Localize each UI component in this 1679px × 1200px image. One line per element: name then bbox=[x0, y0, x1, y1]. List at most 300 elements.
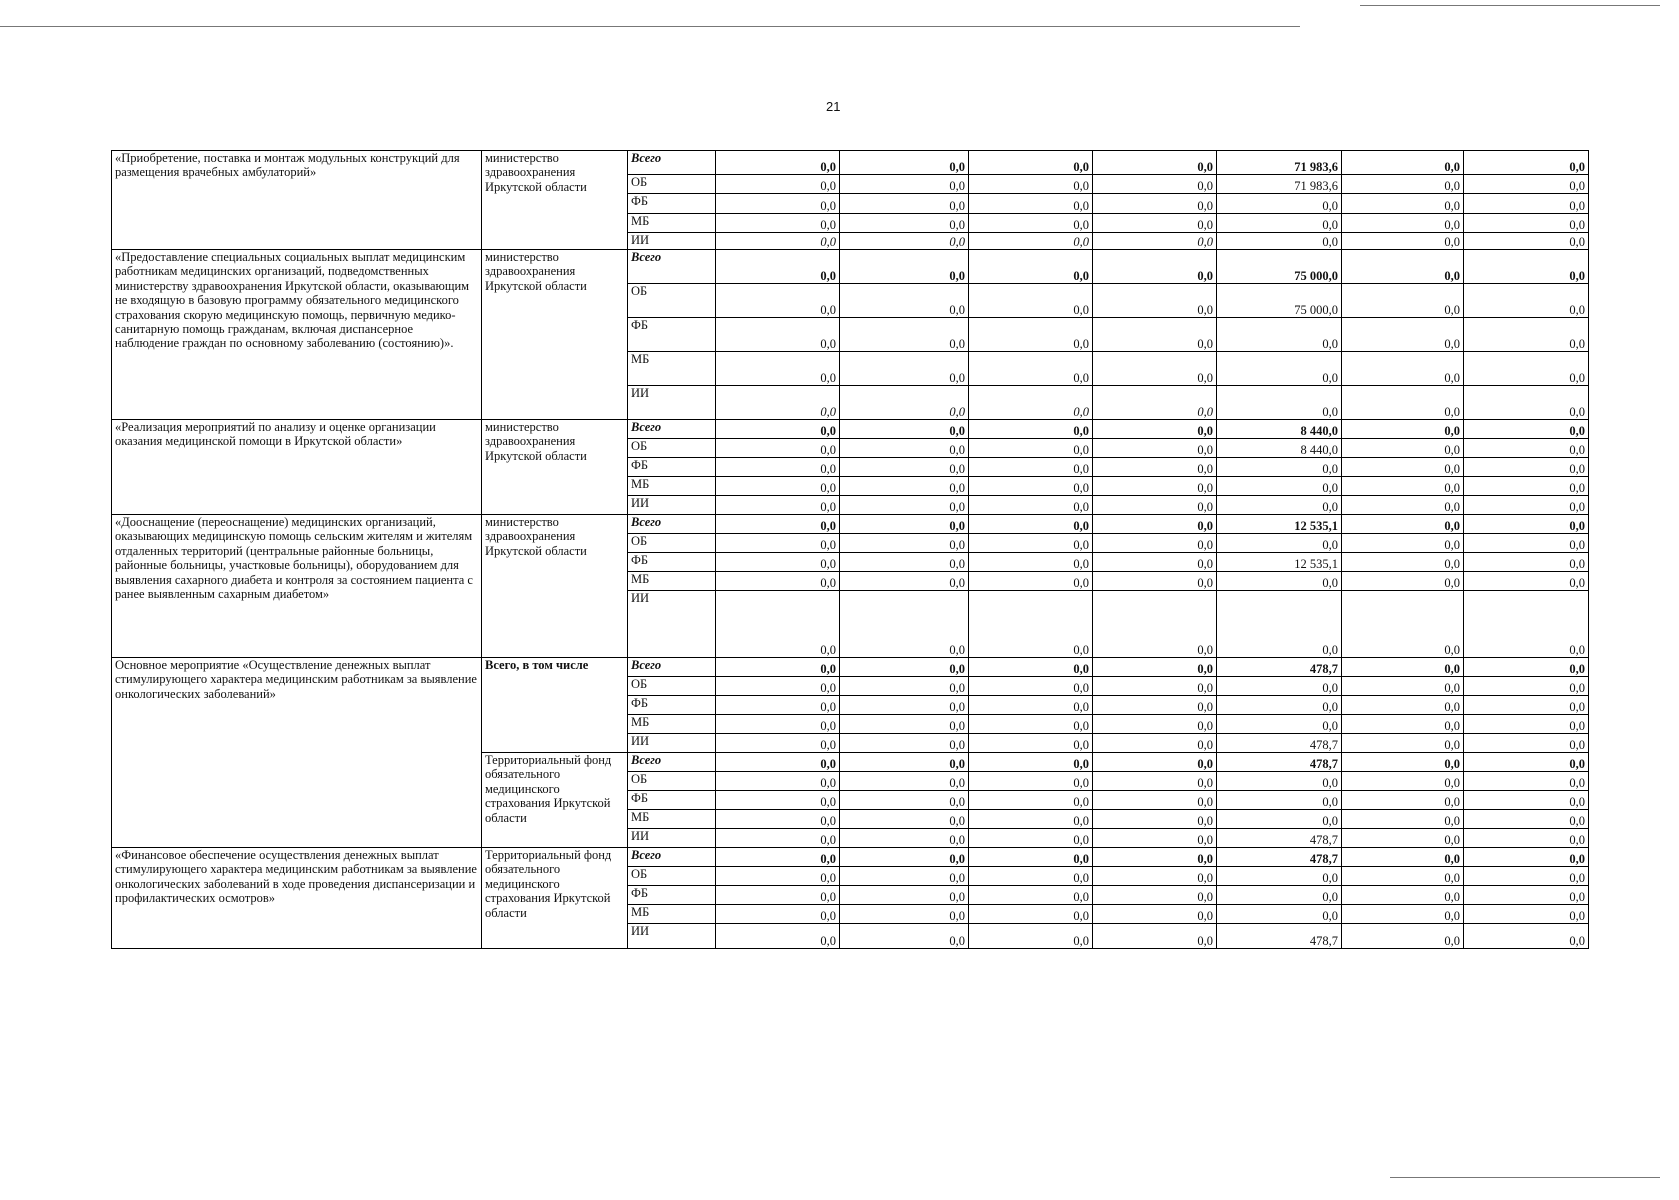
value-cell: 0,0 bbox=[1093, 284, 1217, 318]
value-cell: 0,0 bbox=[1217, 886, 1342, 905]
value-cell: 0,0 bbox=[840, 318, 969, 352]
value-cell: 0,0 bbox=[1464, 848, 1589, 867]
executor-name: Территориальный фонд обязательного медицинского страхования Иркутской области bbox=[482, 848, 628, 949]
value-cell: 0,0 bbox=[1093, 658, 1217, 677]
value-cell: 71 983,6 bbox=[1217, 151, 1342, 175]
value-cell: 0,0 bbox=[840, 194, 969, 214]
value-cell: 478,7 bbox=[1217, 734, 1342, 753]
executor-name: министерство здравоохранения Иркутской области bbox=[482, 420, 628, 515]
funding-source: МБ bbox=[628, 810, 716, 829]
value-cell: 0,0 bbox=[840, 905, 969, 924]
funding-source: МБ bbox=[628, 352, 716, 386]
value-cell: 0,0 bbox=[969, 658, 1093, 677]
value-cell: 0,0 bbox=[1342, 194, 1464, 214]
value-cell: 0,0 bbox=[969, 734, 1093, 753]
value-cell: 0,0 bbox=[716, 318, 840, 352]
funding-source: ОБ bbox=[628, 175, 716, 194]
value-cell: 12 535,1 bbox=[1217, 553, 1342, 572]
value-cell: 0,0 bbox=[1342, 924, 1464, 949]
value-cell: 0,0 bbox=[969, 515, 1093, 534]
funding-source: Всего bbox=[628, 658, 716, 677]
funding-source: МБ bbox=[628, 214, 716, 233]
scan-edge-line bbox=[1360, 5, 1660, 6]
value-cell: 0,0 bbox=[1342, 715, 1464, 734]
value-cell: 0,0 bbox=[1342, 553, 1464, 572]
value-cell: 0,0 bbox=[1464, 791, 1589, 810]
value-cell: 0,0 bbox=[840, 553, 969, 572]
value-cell: 0,0 bbox=[969, 924, 1093, 949]
value-cell: 0,0 bbox=[1342, 791, 1464, 810]
value-cell: 0,0 bbox=[1217, 194, 1342, 214]
value-cell: 0,0 bbox=[1464, 696, 1589, 715]
value-cell: 0,0 bbox=[1093, 772, 1217, 791]
funding-source: Всего bbox=[628, 151, 716, 175]
value-cell: 0,0 bbox=[1342, 214, 1464, 233]
funding-source: ОБ bbox=[628, 867, 716, 886]
value-cell: 0,0 bbox=[716, 420, 840, 439]
table-row bbox=[112, 515, 1589, 534]
value-cell: 0,0 bbox=[1464, 477, 1589, 496]
value-cell: 0,0 bbox=[840, 439, 969, 458]
value-cell: 0,0 bbox=[1093, 250, 1217, 284]
funding-source: ОБ bbox=[628, 677, 716, 696]
value-cell: 0,0 bbox=[969, 753, 1093, 772]
value-cell: 0,0 bbox=[840, 753, 969, 772]
value-cell: 0,0 bbox=[1342, 905, 1464, 924]
value-cell: 0,0 bbox=[1342, 591, 1464, 658]
value-cell: 0,0 bbox=[716, 715, 840, 734]
value-cell: 0,0 bbox=[1464, 284, 1589, 318]
value-cell: 0,0 bbox=[1464, 233, 1589, 250]
funding-source: ФБ bbox=[628, 553, 716, 572]
funding-source: ОБ bbox=[628, 534, 716, 553]
table-row bbox=[112, 250, 1589, 284]
value-cell: 0,0 bbox=[716, 352, 840, 386]
value-cell: 0,0 bbox=[1093, 352, 1217, 386]
funding-source: ОБ bbox=[628, 772, 716, 791]
value-cell: 0,0 bbox=[716, 458, 840, 477]
value-cell: 0,0 bbox=[716, 905, 840, 924]
value-cell: 0,0 bbox=[1342, 810, 1464, 829]
value-cell: 0,0 bbox=[840, 534, 969, 553]
funding-source: Всего bbox=[628, 515, 716, 534]
funding-source: ОБ bbox=[628, 284, 716, 318]
value-cell: 0,0 bbox=[1464, 867, 1589, 886]
value-cell: 0,0 bbox=[840, 458, 969, 477]
value-cell: 0,0 bbox=[1093, 386, 1217, 420]
value-cell: 0,0 bbox=[840, 867, 969, 886]
value-cell: 0,0 bbox=[840, 886, 969, 905]
value-cell: 0,0 bbox=[969, 284, 1093, 318]
value-cell: 0,0 bbox=[1093, 715, 1217, 734]
value-cell: 0,0 bbox=[969, 439, 1093, 458]
value-cell: 0,0 bbox=[840, 924, 969, 949]
value-cell: 0,0 bbox=[1217, 352, 1342, 386]
value-cell: 0,0 bbox=[840, 233, 969, 250]
value-cell: 0,0 bbox=[969, 496, 1093, 515]
value-cell: 0,0 bbox=[1464, 677, 1589, 696]
value-cell: 0,0 bbox=[969, 553, 1093, 572]
value-cell: 0,0 bbox=[716, 214, 840, 233]
activity-description: «Предоставление специальных социальных выплат медицинским работникам медицинских организаций, подведомственных министерству здравоохранения Иркутской области, оказывающим не входящую в базовую программу обязательного медицинского страхования скорую медицинскую помощь, первичную медико-санитарную помощь гражданам, включая диспансерное наблюдение граждан по основному заболеванию (состоянию)». bbox=[112, 250, 482, 420]
value-cell: 0,0 bbox=[1093, 753, 1217, 772]
value-cell: 0,0 bbox=[1217, 715, 1342, 734]
value-cell: 0,0 bbox=[1464, 829, 1589, 848]
value-cell: 0,0 bbox=[1464, 250, 1589, 284]
value-cell: 0,0 bbox=[969, 318, 1093, 352]
value-cell: 0,0 bbox=[840, 284, 969, 318]
value-cell: 0,0 bbox=[969, 175, 1093, 194]
value-cell: 0,0 bbox=[716, 534, 840, 553]
value-cell: 0,0 bbox=[1342, 734, 1464, 753]
funding-source: МБ bbox=[628, 572, 716, 591]
funding-source: ИИ bbox=[628, 924, 716, 949]
value-cell: 0,0 bbox=[840, 352, 969, 386]
value-cell: 0,0 bbox=[969, 214, 1093, 233]
activity-description: «Приобретение, поставка и монтаж модульных конструкций для размещения врачебных амбулаторий» bbox=[112, 151, 482, 250]
funding-source: ИИ bbox=[628, 233, 716, 250]
value-cell: 0,0 bbox=[1217, 572, 1342, 591]
value-cell: 0,0 bbox=[716, 677, 840, 696]
value-cell: 0,0 bbox=[716, 810, 840, 829]
value-cell: 0,0 bbox=[1093, 810, 1217, 829]
value-cell: 0,0 bbox=[1093, 734, 1217, 753]
value-cell: 0,0 bbox=[1342, 352, 1464, 386]
value-cell: 0,0 bbox=[1217, 677, 1342, 696]
value-cell: 75 000,0 bbox=[1217, 284, 1342, 318]
value-cell: 0,0 bbox=[1342, 458, 1464, 477]
value-cell: 0,0 bbox=[969, 715, 1093, 734]
value-cell: 0,0 bbox=[1342, 829, 1464, 848]
value-cell: 0,0 bbox=[716, 924, 840, 949]
value-cell: 0,0 bbox=[1217, 810, 1342, 829]
value-cell: 0,0 bbox=[1464, 534, 1589, 553]
value-cell: 0,0 bbox=[716, 791, 840, 810]
value-cell: 0,0 bbox=[1093, 214, 1217, 233]
value-cell: 0,0 bbox=[969, 572, 1093, 591]
value-cell: 0,0 bbox=[1217, 233, 1342, 250]
value-cell: 0,0 bbox=[716, 696, 840, 715]
value-cell: 8 440,0 bbox=[1217, 439, 1342, 458]
value-cell: 0,0 bbox=[840, 810, 969, 829]
funding-source: ИИ bbox=[628, 386, 716, 420]
value-cell: 0,0 bbox=[716, 591, 840, 658]
value-cell: 0,0 bbox=[1217, 905, 1342, 924]
value-cell: 0,0 bbox=[716, 734, 840, 753]
value-cell: 478,7 bbox=[1217, 753, 1342, 772]
value-cell: 0,0 bbox=[969, 791, 1093, 810]
value-cell: 0,0 bbox=[1217, 477, 1342, 496]
value-cell: 0,0 bbox=[716, 572, 840, 591]
value-cell: 0,0 bbox=[969, 534, 1093, 553]
value-cell: 0,0 bbox=[716, 829, 840, 848]
value-cell: 0,0 bbox=[1093, 591, 1217, 658]
value-cell: 0,0 bbox=[1217, 791, 1342, 810]
value-cell: 0,0 bbox=[1217, 458, 1342, 477]
value-cell: 0,0 bbox=[840, 791, 969, 810]
value-cell: 0,0 bbox=[1464, 420, 1589, 439]
value-cell: 0,0 bbox=[1464, 886, 1589, 905]
value-cell: 0,0 bbox=[969, 477, 1093, 496]
value-cell: 0,0 bbox=[1342, 848, 1464, 867]
value-cell: 0,0 bbox=[716, 496, 840, 515]
value-cell: 0,0 bbox=[1093, 905, 1217, 924]
value-cell: 0,0 bbox=[1093, 458, 1217, 477]
executor-name: министерство здравоохранения Иркутской области bbox=[482, 151, 628, 250]
funding-source: ИИ bbox=[628, 591, 716, 658]
funding-source: ОБ bbox=[628, 439, 716, 458]
value-cell: 0,0 bbox=[1342, 753, 1464, 772]
value-cell: 0,0 bbox=[969, 772, 1093, 791]
value-cell: 0,0 bbox=[840, 734, 969, 753]
value-cell: 0,0 bbox=[1342, 534, 1464, 553]
value-cell: 0,0 bbox=[1342, 318, 1464, 352]
value-cell: 0,0 bbox=[1342, 496, 1464, 515]
value-cell: 0,0 bbox=[1093, 318, 1217, 352]
table-row bbox=[112, 151, 1589, 175]
value-cell: 0,0 bbox=[1342, 772, 1464, 791]
value-cell: 0,0 bbox=[969, 233, 1093, 250]
value-cell: 0,0 bbox=[1464, 553, 1589, 572]
funding-source: ФБ bbox=[628, 791, 716, 810]
value-cell: 0,0 bbox=[969, 905, 1093, 924]
value-cell: 0,0 bbox=[1342, 250, 1464, 284]
value-cell: 0,0 bbox=[969, 810, 1093, 829]
value-cell: 0,0 bbox=[969, 867, 1093, 886]
table-row bbox=[112, 658, 1589, 677]
value-cell: 0,0 bbox=[840, 477, 969, 496]
value-cell: 0,0 bbox=[1093, 677, 1217, 696]
value-cell: 0,0 bbox=[840, 715, 969, 734]
value-cell: 0,0 bbox=[1093, 696, 1217, 715]
value-cell: 0,0 bbox=[1342, 233, 1464, 250]
value-cell: 0,0 bbox=[840, 572, 969, 591]
value-cell: 0,0 bbox=[840, 658, 969, 677]
value-cell: 0,0 bbox=[969, 420, 1093, 439]
value-cell: 0,0 bbox=[1093, 151, 1217, 175]
value-cell: 0,0 bbox=[1342, 420, 1464, 439]
value-cell: 0,0 bbox=[716, 233, 840, 250]
value-cell: 0,0 bbox=[716, 886, 840, 905]
value-cell: 0,0 bbox=[1342, 658, 1464, 677]
value-cell: 0,0 bbox=[1464, 515, 1589, 534]
executor-name: министерство здравоохранения Иркутской области bbox=[482, 515, 628, 658]
value-cell: 0,0 bbox=[1093, 867, 1217, 886]
value-cell: 0,0 bbox=[840, 591, 969, 658]
value-cell: 0,0 bbox=[716, 250, 840, 284]
value-cell: 0,0 bbox=[1342, 386, 1464, 420]
value-cell: 0,0 bbox=[1464, 439, 1589, 458]
value-cell: 0,0 bbox=[1464, 772, 1589, 791]
value-cell: 0,0 bbox=[1342, 867, 1464, 886]
value-cell: 0,0 bbox=[1217, 591, 1342, 658]
value-cell: 0,0 bbox=[1464, 715, 1589, 734]
value-cell: 0,0 bbox=[840, 677, 969, 696]
value-cell: 0,0 bbox=[969, 352, 1093, 386]
value-cell: 0,0 bbox=[969, 194, 1093, 214]
value-cell: 0,0 bbox=[969, 829, 1093, 848]
value-cell: 0,0 bbox=[1093, 515, 1217, 534]
funding-source: Всего bbox=[628, 250, 716, 284]
value-cell: 0,0 bbox=[1464, 214, 1589, 233]
value-cell: 0,0 bbox=[716, 284, 840, 318]
value-cell: 0,0 bbox=[1093, 477, 1217, 496]
value-cell: 0,0 bbox=[1342, 886, 1464, 905]
value-cell: 0,0 bbox=[840, 772, 969, 791]
funding-source: ИИ bbox=[628, 829, 716, 848]
value-cell: 0,0 bbox=[969, 386, 1093, 420]
value-cell: 0,0 bbox=[840, 696, 969, 715]
value-cell: 0,0 bbox=[1217, 772, 1342, 791]
value-cell: 0,0 bbox=[1093, 420, 1217, 439]
value-cell: 8 440,0 bbox=[1217, 420, 1342, 439]
value-cell: 0,0 bbox=[840, 829, 969, 848]
executor-name: министерство здравоохранения Иркутской области bbox=[482, 250, 628, 420]
value-cell: 0,0 bbox=[1342, 284, 1464, 318]
value-cell: 0,0 bbox=[840, 250, 969, 284]
funding-source: МБ bbox=[628, 715, 716, 734]
value-cell: 0,0 bbox=[1093, 233, 1217, 250]
value-cell: 0,0 bbox=[840, 515, 969, 534]
value-cell: 0,0 bbox=[840, 848, 969, 867]
value-cell: 12 535,1 bbox=[1217, 515, 1342, 534]
value-cell: 0,0 bbox=[1093, 553, 1217, 572]
value-cell: 0,0 bbox=[1464, 151, 1589, 175]
value-cell: 0,0 bbox=[1217, 534, 1342, 553]
value-cell: 0,0 bbox=[716, 151, 840, 175]
value-cell: 0,0 bbox=[1342, 515, 1464, 534]
value-cell: 478,7 bbox=[1217, 829, 1342, 848]
funding-source: ФБ bbox=[628, 696, 716, 715]
value-cell: 0,0 bbox=[1342, 677, 1464, 696]
value-cell: 0,0 bbox=[1464, 194, 1589, 214]
value-cell: 0,0 bbox=[716, 439, 840, 458]
funding-source: ФБ bbox=[628, 886, 716, 905]
value-cell: 0,0 bbox=[840, 496, 969, 515]
value-cell: 0,0 bbox=[716, 194, 840, 214]
value-cell: 0,0 bbox=[716, 515, 840, 534]
funding-source: Всего bbox=[628, 848, 716, 867]
value-cell: 0,0 bbox=[1217, 496, 1342, 515]
value-cell: 0,0 bbox=[1464, 572, 1589, 591]
value-cell: 0,0 bbox=[716, 753, 840, 772]
value-cell: 0,0 bbox=[1342, 477, 1464, 496]
value-cell: 0,0 bbox=[1093, 848, 1217, 867]
value-cell: 0,0 bbox=[1217, 867, 1342, 886]
value-cell: 0,0 bbox=[716, 658, 840, 677]
value-cell: 0,0 bbox=[1342, 175, 1464, 194]
value-cell: 0,0 bbox=[840, 420, 969, 439]
value-cell: 0,0 bbox=[1217, 214, 1342, 233]
value-cell: 0,0 bbox=[1464, 753, 1589, 772]
value-cell: 0,0 bbox=[1093, 924, 1217, 949]
table-row bbox=[112, 848, 1589, 867]
value-cell: 478,7 bbox=[1217, 848, 1342, 867]
value-cell: 0,0 bbox=[1217, 318, 1342, 352]
value-cell: 0,0 bbox=[716, 477, 840, 496]
value-cell: 0,0 bbox=[716, 553, 840, 572]
value-cell: 0,0 bbox=[716, 848, 840, 867]
value-cell: 0,0 bbox=[1464, 924, 1589, 949]
value-cell: 0,0 bbox=[969, 848, 1093, 867]
funding-source: МБ bbox=[628, 905, 716, 924]
value-cell: 0,0 bbox=[840, 214, 969, 233]
value-cell: 0,0 bbox=[969, 250, 1093, 284]
value-cell: 75 000,0 bbox=[1217, 250, 1342, 284]
value-cell: 0,0 bbox=[1342, 572, 1464, 591]
value-cell: 0,0 bbox=[1342, 439, 1464, 458]
value-cell: 0,0 bbox=[1464, 352, 1589, 386]
funding-source: ИИ bbox=[628, 496, 716, 515]
value-cell: 71 983,6 bbox=[1217, 175, 1342, 194]
value-cell: 0,0 bbox=[1464, 591, 1589, 658]
value-cell: 0,0 bbox=[1464, 175, 1589, 194]
value-cell: 0,0 bbox=[1093, 886, 1217, 905]
activity-description: «Дооснащение (переоснащение) медицинских организаций, оказывающих медицинскую помощь сельским жителям и жителям отдаленных территорий (центральные районные больницы, районные больницы, участковые больницы), оборудованием для выявления сахарного диабета и контроля за состоянием пациента с ранее выявленным сахарным диабетом» bbox=[112, 515, 482, 658]
value-cell: 0,0 bbox=[1093, 829, 1217, 848]
value-cell: 0,0 bbox=[969, 151, 1093, 175]
table-row bbox=[112, 420, 1589, 439]
funding-source: ФБ bbox=[628, 318, 716, 352]
value-cell: 0,0 bbox=[1093, 791, 1217, 810]
value-cell: 0,0 bbox=[840, 175, 969, 194]
value-cell: 0,0 bbox=[1093, 534, 1217, 553]
budget-table bbox=[111, 150, 1589, 949]
value-cell: 0,0 bbox=[1464, 734, 1589, 753]
value-cell: 0,0 bbox=[1217, 696, 1342, 715]
value-cell: 0,0 bbox=[969, 458, 1093, 477]
value-cell: 0,0 bbox=[1093, 439, 1217, 458]
page-number: 21 bbox=[826, 99, 841, 114]
value-cell: 0,0 bbox=[1464, 810, 1589, 829]
value-cell: 0,0 bbox=[716, 867, 840, 886]
value-cell: 0,0 bbox=[1342, 151, 1464, 175]
funding-source: ИИ bbox=[628, 734, 716, 753]
value-cell: 0,0 bbox=[1093, 496, 1217, 515]
value-cell: 0,0 bbox=[1464, 658, 1589, 677]
activity-description: «Финансовое обеспечение осуществления денежных выплат стимулирующего характера медицинским работникам за выявление онкологических заболеваний в ходе проведения диспансеризации и профилактических осмотров» bbox=[112, 848, 482, 949]
scan-edge-line bbox=[0, 26, 1300, 27]
funding-source: ФБ bbox=[628, 194, 716, 214]
value-cell: 0,0 bbox=[1464, 318, 1589, 352]
value-cell: 478,7 bbox=[1217, 658, 1342, 677]
funding-source: ФБ bbox=[628, 458, 716, 477]
value-cell: 0,0 bbox=[1093, 194, 1217, 214]
value-cell: 0,0 bbox=[840, 151, 969, 175]
value-cell: 0,0 bbox=[1093, 572, 1217, 591]
scan-edge-line bbox=[1390, 1177, 1660, 1178]
value-cell: 0,0 bbox=[840, 386, 969, 420]
value-cell: 0,0 bbox=[969, 886, 1093, 905]
value-cell: 0,0 bbox=[716, 386, 840, 420]
value-cell: 0,0 bbox=[969, 677, 1093, 696]
value-cell: 0,0 bbox=[969, 696, 1093, 715]
value-cell: 0,0 bbox=[1093, 175, 1217, 194]
value-cell: 0,0 bbox=[1217, 386, 1342, 420]
value-cell: 0,0 bbox=[969, 591, 1093, 658]
value-cell: 0,0 bbox=[1464, 905, 1589, 924]
value-cell: 0,0 bbox=[1342, 696, 1464, 715]
executor-name: Всего, в том числе bbox=[482, 658, 628, 753]
activity-description: Основное мероприятие «Осуществление денежных выплат стимулирующего характера медицинским работникам за выявление онкологических заболеваний» bbox=[112, 658, 482, 848]
value-cell: 0,0 bbox=[1464, 496, 1589, 515]
executor-name: Территориальный фонд обязательного медицинского страхования Иркутской области bbox=[482, 753, 628, 848]
activity-description: «Реализация мероприятий по анализу и оценке организации оказания медицинской помощи в Иркутской области» bbox=[112, 420, 482, 515]
value-cell: 478,7 bbox=[1217, 924, 1342, 949]
funding-source: МБ bbox=[628, 477, 716, 496]
value-cell: 0,0 bbox=[1464, 386, 1589, 420]
funding-source: Всего bbox=[628, 753, 716, 772]
